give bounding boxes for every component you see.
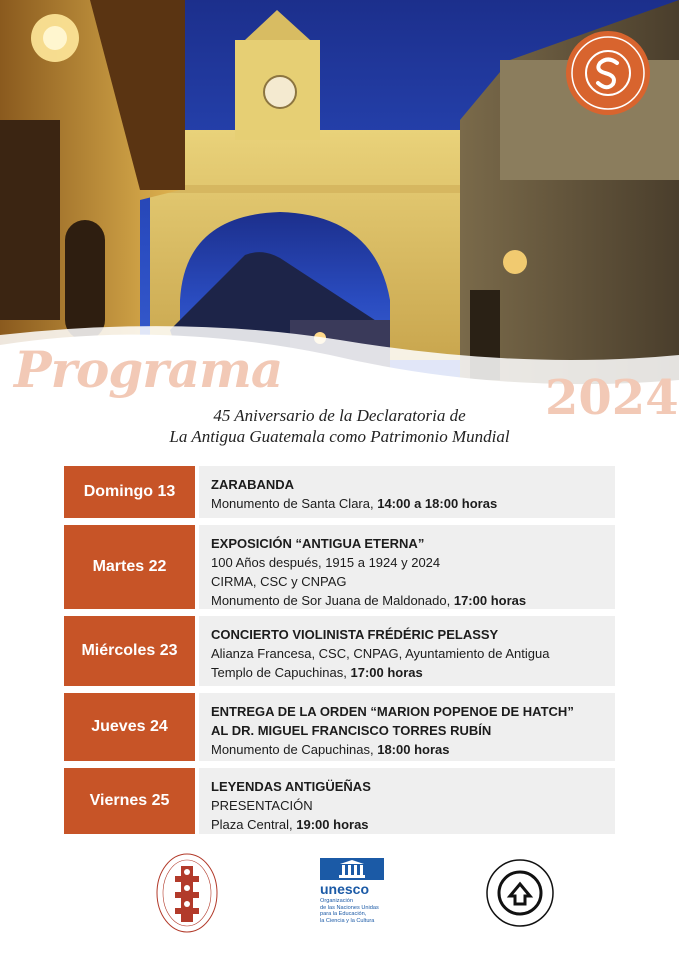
event-info: [199, 525, 615, 609]
event-row: [64, 693, 615, 761]
subtitle-line-2: La Antigua Guatemala como Patrimonio Mundial: [169, 427, 510, 446]
event-line: PRESENTACIÓN: [211, 798, 313, 813]
unesco-org-line: de las Naciones Unidas: [320, 904, 379, 911]
event-line: [211, 663, 603, 682]
event-info: [199, 768, 615, 834]
world-heritage-emblem-icon: [485, 858, 555, 933]
event-title: EXPOSICIÓN “ANTIGUA ETERNA”: [211, 536, 425, 551]
event-location: Monumento de Capuchinas,: [211, 742, 378, 757]
event-title: ZARABANDA: [211, 477, 295, 492]
event-info: [199, 616, 615, 686]
unesco-org-line: para la Educación,: [320, 911, 367, 917]
event-title: LEYENDAS ANTIGÜEÑAS: [211, 779, 371, 794]
event-info: [199, 693, 615, 761]
event-time: 18:00 horas: [377, 742, 450, 757]
event-line: [211, 740, 603, 759]
event-day: Martes 22: [64, 525, 195, 609]
event-title: CONCIERTO VIOLINISTA FRÉDÉRIC PELASSY: [211, 627, 499, 642]
unesco-org-line: la Ciencia y la Cultura: [320, 917, 375, 924]
event-time: 17:00 horas: [350, 665, 423, 680]
unesco-name: unesco: [320, 881, 370, 897]
event-line: [211, 815, 603, 834]
event-row: [64, 525, 615, 609]
year-title: 2024: [545, 370, 679, 426]
event-row: [64, 768, 615, 834]
unesco-org-line: Organización: [320, 898, 353, 904]
event-line: CIRMA, CSC y CNPAG: [211, 574, 347, 589]
event-location: Plaza Central,: [211, 817, 297, 832]
programa-title: Programa: [14, 340, 283, 399]
event-line: [211, 591, 603, 610]
event-day: Miércoles 23: [64, 616, 195, 686]
event-day: Domingo 13: [64, 466, 195, 518]
unesco-org-text: [320, 898, 410, 924]
event-time: 17:00 horas: [453, 593, 527, 608]
event-location: Templo de Capuchinas,: [211, 665, 351, 680]
event-line: 100 Años después, 1915 a 1924 y 2024: [211, 555, 441, 570]
event-title: ENTREGA DE LA ORDEN “MARION POPENOE DE HATCH”: [211, 704, 574, 719]
csc-logo-icon: [565, 30, 651, 116]
events-table: [64, 466, 615, 841]
unesco-logo: [320, 858, 384, 903]
event-row: [64, 616, 615, 686]
event-title: AL DR. MIGUEL FRANCISCO TORRES RUBÍN: [211, 723, 492, 738]
event-time: 19:00 horas: [296, 817, 369, 832]
event-day: Jueves 24: [64, 693, 195, 761]
cnpag-seal-icon: [155, 852, 219, 939]
subtitle: [0, 405, 679, 447]
event-location: Monumento de Santa Clara,: [211, 496, 378, 511]
event-line: Alianza Francesa, CSC, CNPAG, Ayuntamiento de Antigua: [211, 646, 550, 661]
event-row: [64, 466, 615, 518]
event-location: Monumento de Sor Juana de Maldonado,: [211, 593, 454, 608]
event-line: [211, 494, 603, 513]
event-day: Viernes 25: [64, 768, 195, 834]
event-info: [199, 466, 615, 518]
subtitle-line-1: 45 Aniversario de la Declaratoria de: [213, 406, 466, 425]
event-time: 14:00 a 18:00 horas: [377, 496, 498, 511]
